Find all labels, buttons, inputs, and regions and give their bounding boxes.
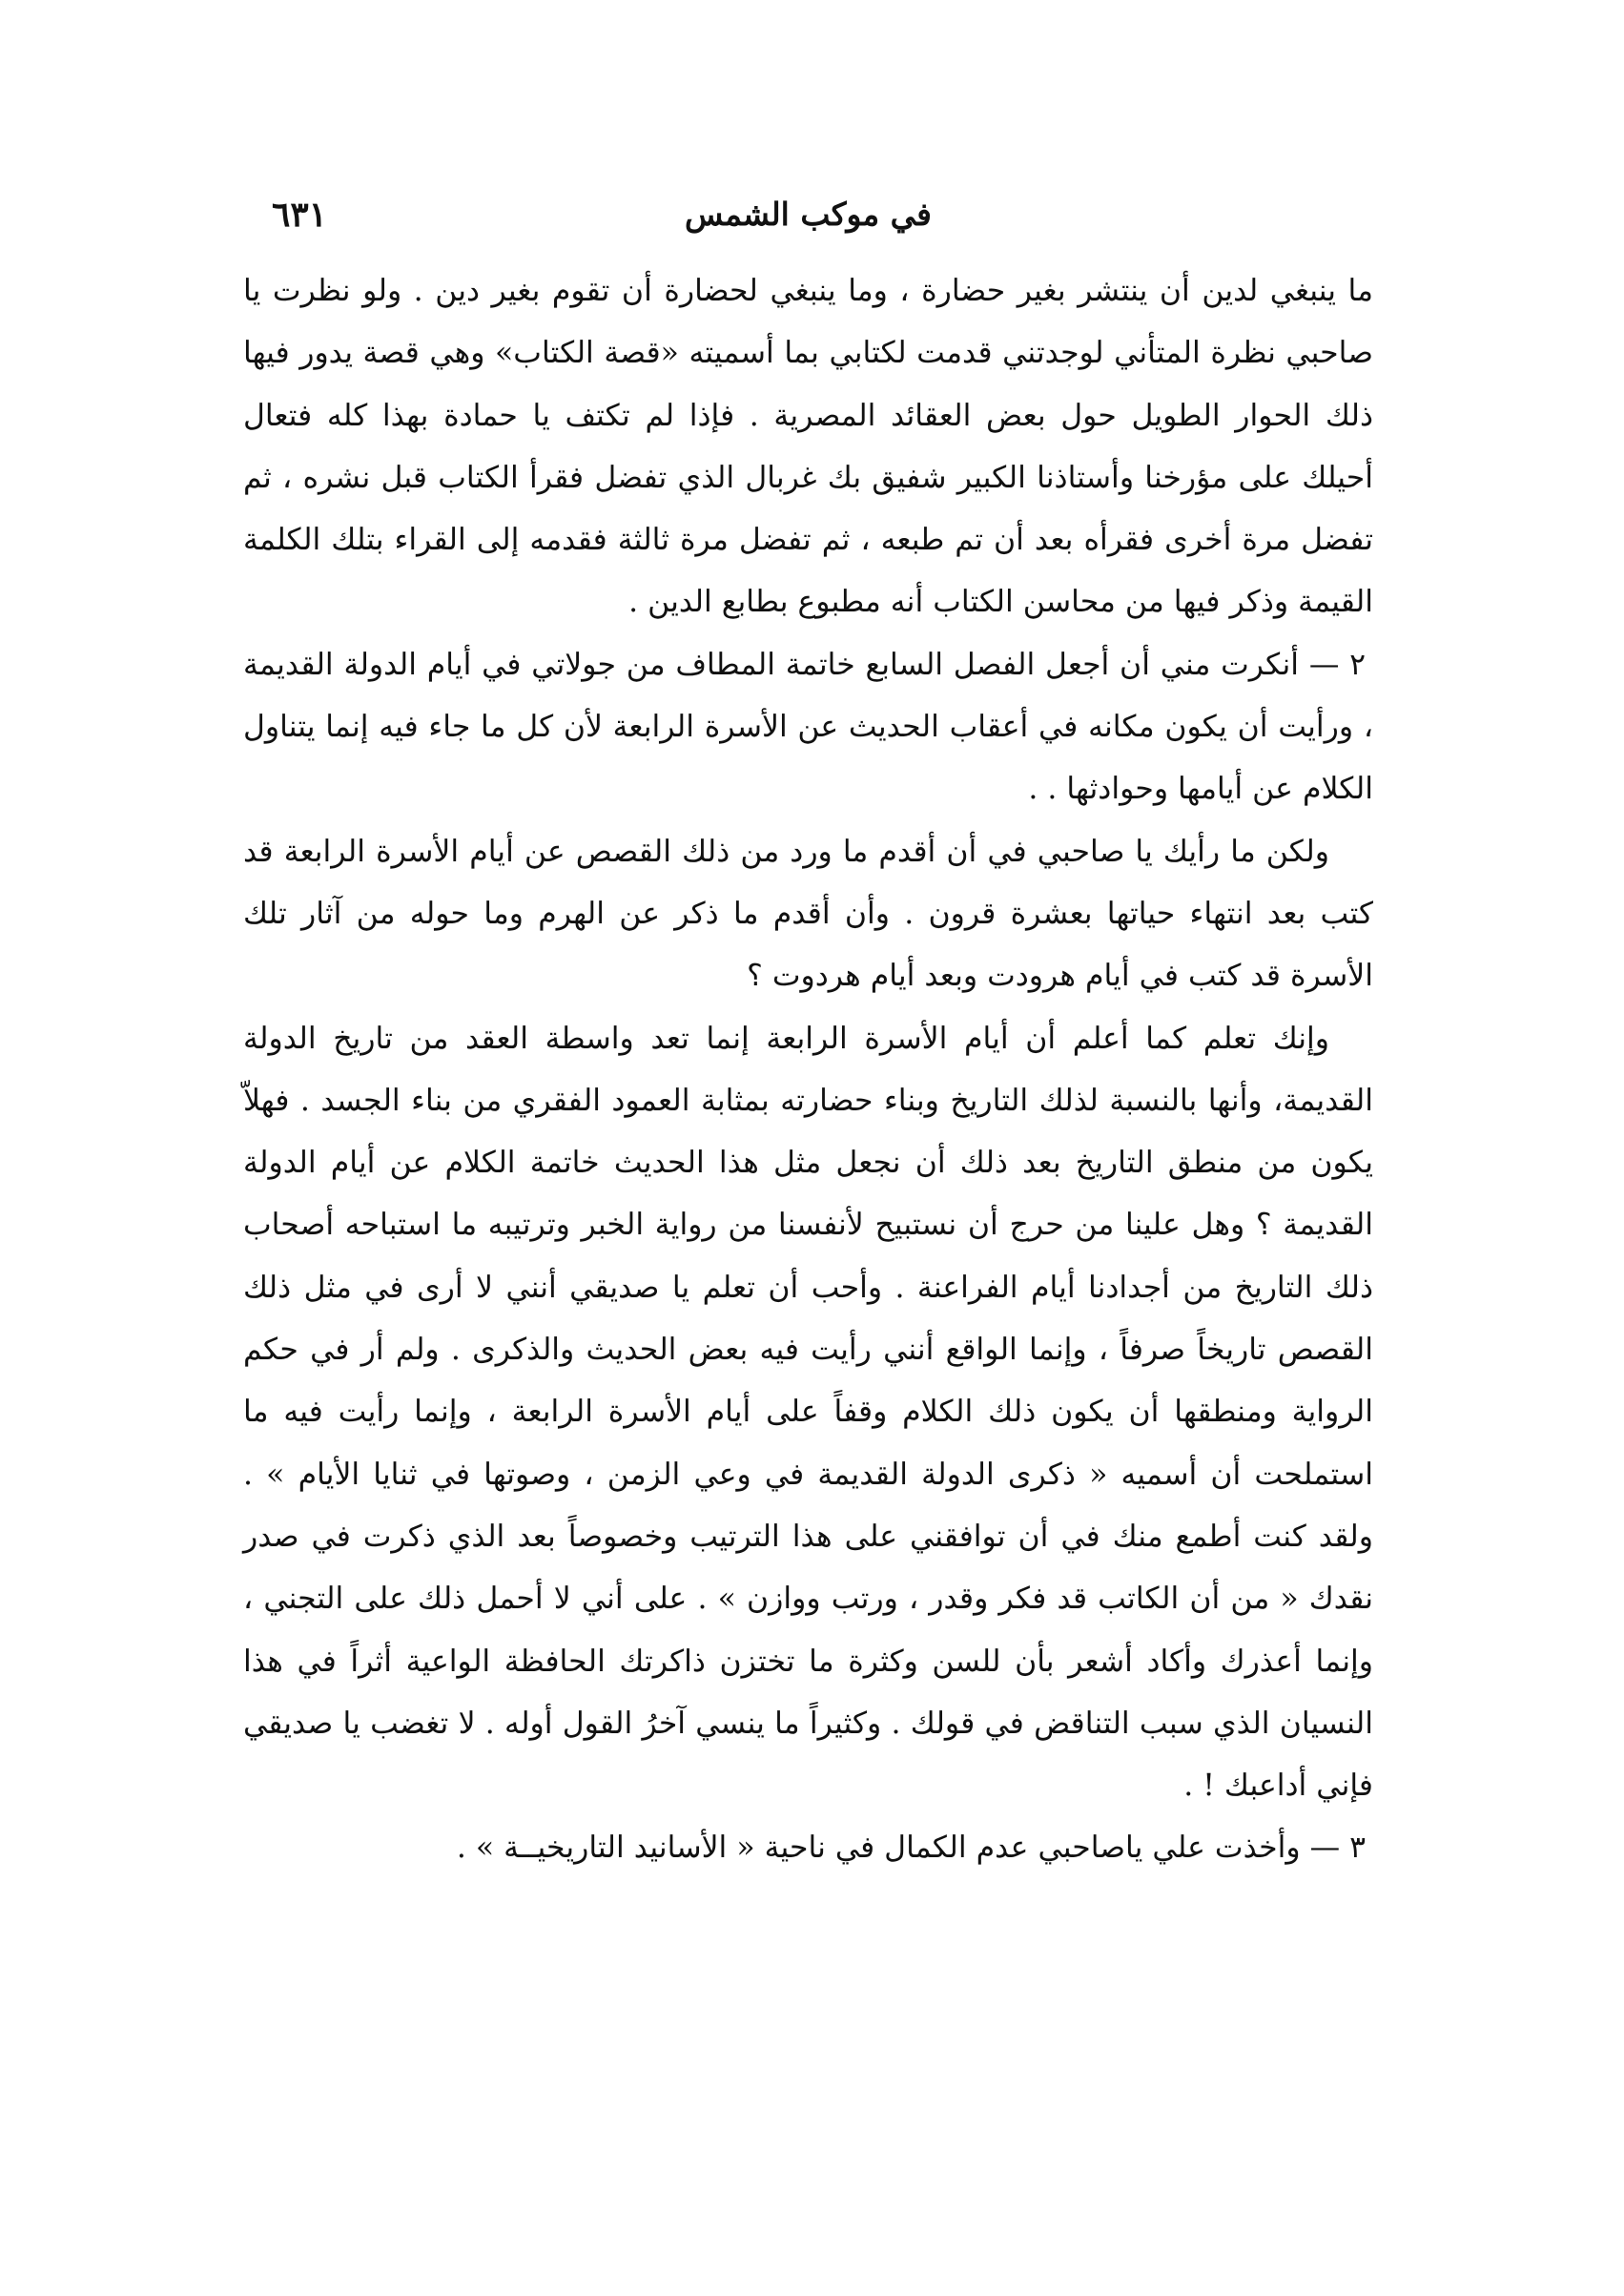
paragraph-1: ما ينبغي لدين أن ينتشر بغير حضارة ، وما ينبغي لحضارة أن تقوم بغير دين . ولو نظرت يا صاحبي نظرة المتأني لوجدتني قدمت لكتابي بما أسميته «قصة الكتاب» وهي قصة يدور فيها ذلك الحوار الطويل حول بعض العقائد المصرية . فإذا لم تكتف يا حمادة بهذا كله فتعال أحيلك على مؤرخنا وأستاذنا الكبير شفيق بك غربال الذي تفضل فقرأ الكتاب قبل نشره ، ثم تفضل مرة أخرى فقرأه بعد أن تم طبعه ، ثم تفضل مرة ثالثة فقدمه إلى القراء بتلك الكلمة القيمة وذكر فيها من محاسن الكتاب أنه مطبوع بطابع الدين . [243,274,1373,620]
paragraph-3: ولكن ما رأيك يا صاحبي في أن أقدم ما ورد من ذلك القصص عن أيام الأسرة الرابعة قد كتب بعد انتهاء حياتها بعشرة قرون . وأن أقدم ما ذكر عن الهرم وما حوله من آثار تلك الأسرة قد كتب في أيام هرودت وبعد أيام هردوت ؟ [243,834,1373,994]
page-number: ٦٣١ [272,195,328,235]
book-page [243,186,1373,2189]
paragraph-2: ٢ — أنكرت مني أن أجعل الفصل السابع خاتمة المطاف من جولاتي في أيام الدولة القديمة ، ورأيت أن يكون مكانه في أعقاب الحديث عن الأسرة الرابعة لأن كل ما جاء فيه إنما يتناول الكلام عن أيامها وحوادثها . . [243,647,1373,807]
paragraph-5: ٣ — وأخذت علي ياصاحبي عدم الكمال في ناحية « الأسانيد التاريخيــة » . [456,1831,1366,1866]
running-title: في موكب الشمس [685,196,932,233]
paragraph-4: وإنك تعلم كما أعلم أن أيام الأسرة الرابعة إنما تعد واسطة العقد من تاريخ الدولة القديمة، وأنها بالنسبة لذلك التاريخ وبناء حضارته بمثابة العمود الفقري من بناء الجسد . فهلاّ يكون من منطق التاريخ بعد ذلك أن نجعل مثل هذا الحديث خاتمة الكلام عن أيام الدولة القديمة ؟ وهل علينا من حرج أن نستبيح لأنفسنا من رواية الخبر وترتيبه ما استباحه أصحاب ذلك التاريخ من أجدادنا أيام الفراعنة . وأحب أن تعلم يا صديقي أنني لا أرى في مثل ذلك القصص تاريخاً صرفاً ، وإنما الواقع أنني رأيت فيه بعض الحديث والذكرى . ولم أر في حكم الرواية ومنطقها أن يكون ذلك الكلام وقفاً على أيام الأسرة الرابعة ، وإنما رأيت فيه ما استملحت أن أسميه « ذكرى الدولة القديمة في وعي الزمن ، وصوتها في ثنايا الأيام » . ولقد كنت أطمع منك في أن توافقني على هذا الترتيب وخصوصاً بعد الذي ذكرت في صدر نقدك « من أن الكاتب قد فكر وقدر ، ورتب ووازن » . على أني لا أحمل ذلك على التجني ، وإنما أعذرك وأكاد أشعر بأن للسن وكثرة ما تختزن ذاكرتك الحافظة الواعية أثراً في هذا النسيان الذي سبب التناقض في قولك . وكثيراً ما ينسي آخرُ القول أوله . لا تغضب يا صديقي فإني أداعبك ! . [243,1021,1373,1804]
page-header [243,186,1373,243]
body-text [243,260,1373,1880]
